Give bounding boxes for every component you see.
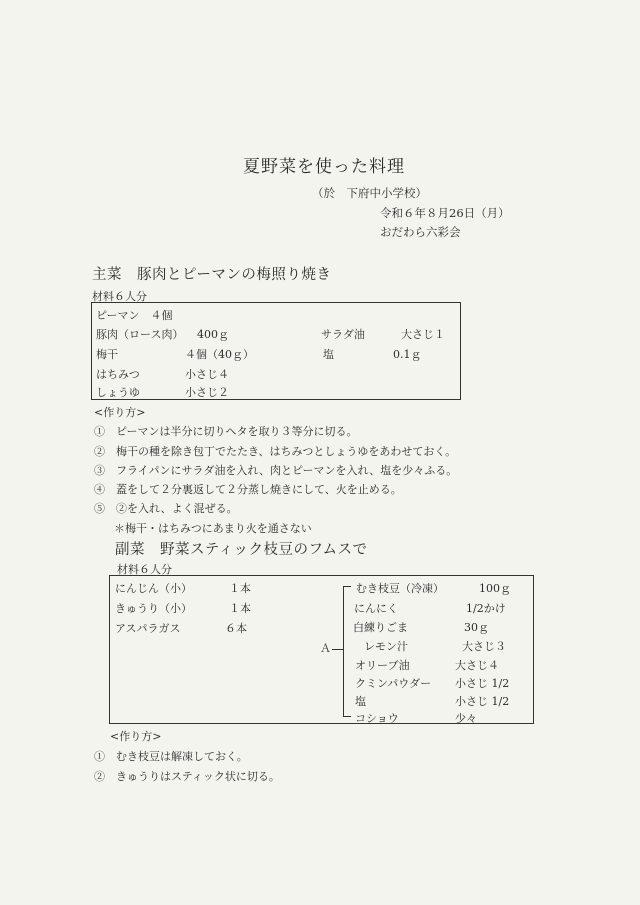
ingredient-amount: 大さじ１ (401, 328, 445, 341)
step: ⑤ ②を入れ、よく混ぜる。 (94, 502, 238, 515)
ingredient-name: むき枝豆（冷凍） (356, 582, 444, 595)
ingredient-amount: 小さじ４ (185, 368, 229, 381)
ingredient-name: にんじん（小） (115, 582, 192, 595)
ingredient-amount: １本 (229, 602, 251, 615)
ingredient-name: 豚肉（ロース肉） (96, 328, 184, 341)
step: ② きゅうりはスティック状に切る。 (94, 770, 280, 783)
ingredient-amount: 小さじ２ (185, 386, 229, 399)
bracket-label: Ａ (320, 642, 331, 655)
step: ① むき枝豆は解凍しておく。 (94, 750, 248, 763)
ingredient-amount: 0.1ｇ (393, 348, 422, 361)
main-dish-servings: 材料６人分 (92, 290, 147, 303)
ingredient-amount: 大さじ３ (462, 640, 506, 653)
ingredient-name: はちみつ (96, 368, 140, 381)
note: ＊梅干・はちみつにあまり火を通さない (114, 522, 312, 535)
ingredient-name: クミンパウダー (355, 677, 432, 690)
ingredient-amount: 大さじ４ (455, 659, 499, 672)
ingredient-amount: 100ｇ (479, 582, 511, 595)
ingredient-amount: ６本 (225, 622, 247, 635)
ingredient-name: サラダ油 (321, 328, 365, 341)
bracket-tick (332, 649, 343, 650)
venue: （於 下府中小学校） (312, 186, 427, 200)
organization: おだわら六彩会 (380, 225, 461, 239)
ingredient-name: しょうゆ (96, 386, 140, 399)
main-dish-ingredients-box (91, 302, 461, 400)
ingredient-name: にんにく (354, 602, 398, 615)
step: ④ 蓋をして２分裏返して２分蒸し焼きにして、火を止める。 (94, 483, 402, 496)
ingredient-amount: １本 (229, 582, 251, 595)
ingredient-name: きゅうり（小） (115, 602, 192, 615)
side-dish-method-heading: <作り方> (110, 730, 162, 743)
ingredient-name: 梅干 (96, 348, 118, 361)
ingredient-amount: 少々 (455, 712, 477, 725)
bracket (343, 586, 344, 717)
ingredient-name: アスパラガス (115, 622, 181, 635)
ingredient-name: レモン汁 (364, 640, 408, 653)
ingredient-amount: 400ｇ (197, 328, 229, 341)
ingredient-amount: ４個（40ｇ） (185, 348, 254, 361)
ingredient-name: 塩 (323, 348, 334, 361)
ingredient-name: 白練りごま (353, 621, 408, 634)
step: ① ピーマンは半分に切りヘタを取り３等分に切る。 (94, 425, 358, 438)
ingredient-amount: 1/2かけ (466, 602, 506, 615)
page-title: 夏野菜を使った料理 (243, 157, 405, 177)
ingredient-name: ピーマン ４個 (96, 309, 173, 322)
step: ③ フライパンにサラダ油を入れ、肉とピーマンを入れ、塩を少々ふる。 (94, 464, 458, 477)
ingredient-amount: 小さじ 1/2 (455, 695, 510, 708)
ingredient-name: オリーブ油 (355, 659, 410, 672)
date: 令和６年８月26日（月） (380, 206, 510, 220)
side-dish-ingredients-box (109, 575, 534, 724)
side-dish-heading: 副菜 野菜スティック枝豆のフムスで (115, 542, 368, 558)
main-dish-method-heading: <作り方> (94, 406, 146, 419)
ingredient-amount: 30ｇ (464, 621, 489, 634)
ingredient-name: 塩 (355, 695, 366, 708)
main-dish-heading: 主菜 豚肉とピーマンの梅照り焼き (92, 267, 332, 283)
step: ② 梅干の種を除き包丁でたたき、はちみつとしょうゆをあわせておく。 (94, 445, 457, 458)
ingredient-name: コショウ (355, 712, 399, 725)
side-dish-servings: 材料６人分 (117, 563, 172, 576)
ingredient-amount: 小さじ 1/2 (455, 677, 510, 690)
